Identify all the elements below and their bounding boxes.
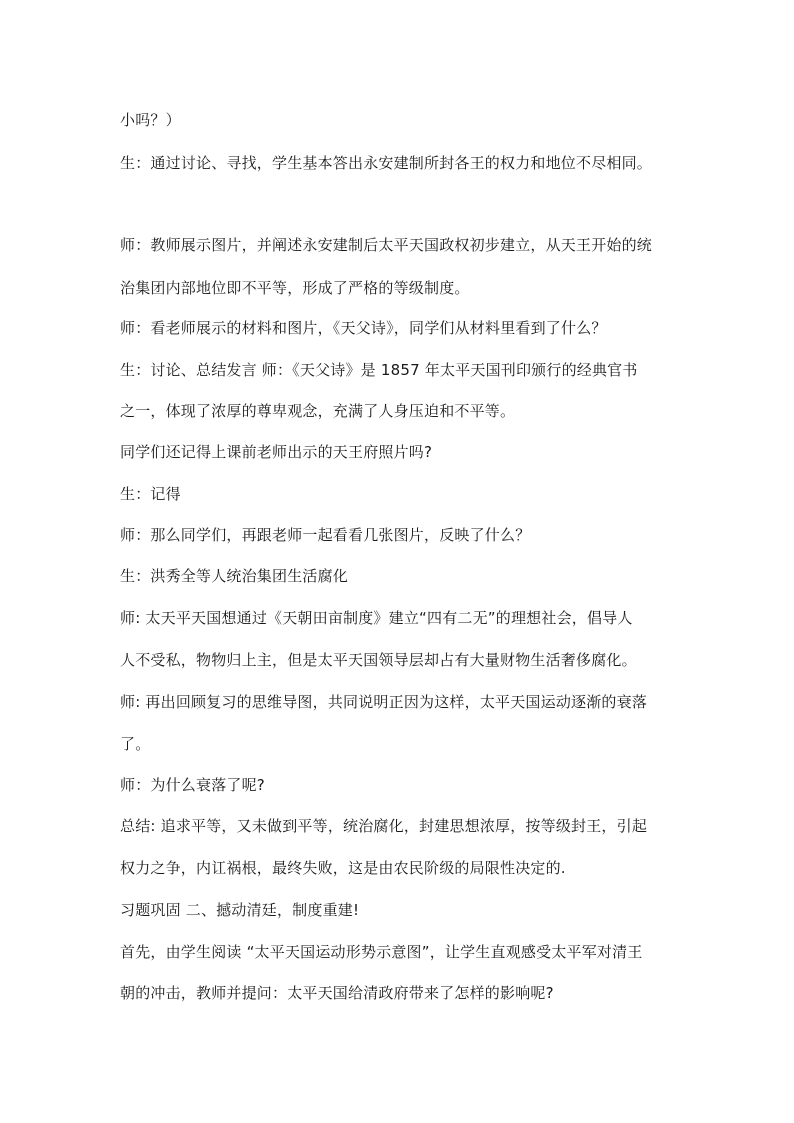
text-line-ideal-society: 师: 太天平天国想通过《天朝田亩制度》建立“四有二无”的理想社会，倡导人 (120, 609, 633, 627)
text-line-reading-map: 首先，由学生阅读 “太平天国运动形势示意图”，让学生直观感受太平军对清王 (120, 943, 643, 961)
text-line-palace-photo-question: 同学们还记得上课前老师出示的天王府照片吗? (120, 443, 433, 461)
text-line-student-discussion: 生：讨论、总结发言 师：《天父诗》是 1857 年太平天国刊印颁行的经典官书 (120, 361, 638, 379)
text-line-summary-continued: 权力之争，内讧祸根，最终失败，这是由农民阶级的局限性决定的. (120, 859, 566, 877)
text-line-luxury: 人不受私，物物归上主，但是太平天国领导层却占有大量财物生活奢侈腐化。 (120, 651, 637, 669)
text-line-student-corruption: 生：洪秀全等人统治集团生活腐化 (120, 567, 349, 585)
text-line-why-decline: 师：为什么衰落了呢? (120, 776, 265, 794)
text-line-teacher-more-images: 师：那么同学们，再跟老师一起看看几张图片，反映了什么？ (120, 526, 531, 544)
text-line-summary: 总结: 追求平等，又未做到平等，统治腐化，封建思想浓厚，按等级封王，引起 (120, 817, 648, 835)
text-line-poem-explanation: 之一，体现了浓厚的尊卑观念，充满了人身压迫和不平等。 (120, 402, 516, 420)
text-line-continuation: 小吗？） (120, 111, 181, 129)
text-line-teacher-question-poem: 师：看老师展示的材料和图片，《天父诗》，同学们从材料里看到了什么？ (120, 319, 607, 337)
text-line-mind-map: 师: 再出回顾复习的思维导图，共同说明正因为这样，太平天国运动逐渐的衰落 (120, 693, 648, 711)
section-heading-exercise: 习题巩固 二、撼动清廷，制度重建! (120, 901, 360, 919)
text-line-teacher-shows-images: 师：教师展示图片，并阐述永安建制后太平天国政权初步建立，从天王开始的统 (120, 236, 653, 254)
text-line-student-remember: 生：记得 (120, 485, 181, 503)
text-line-hierarchy: 治集团内部地位即不平等，形成了严格的等级制度。 (120, 279, 470, 297)
text-line-decline: 了。 (120, 735, 151, 753)
text-line-student-answer: 生：通过讨论、寻找，学生基本答出永安建制所封各王的权力和地位不尽相同。 (120, 154, 653, 172)
text-line-impact-question: 朝的冲击，教师并提问：太平天国给清政府带来了怎样的影响呢? (120, 984, 554, 1002)
